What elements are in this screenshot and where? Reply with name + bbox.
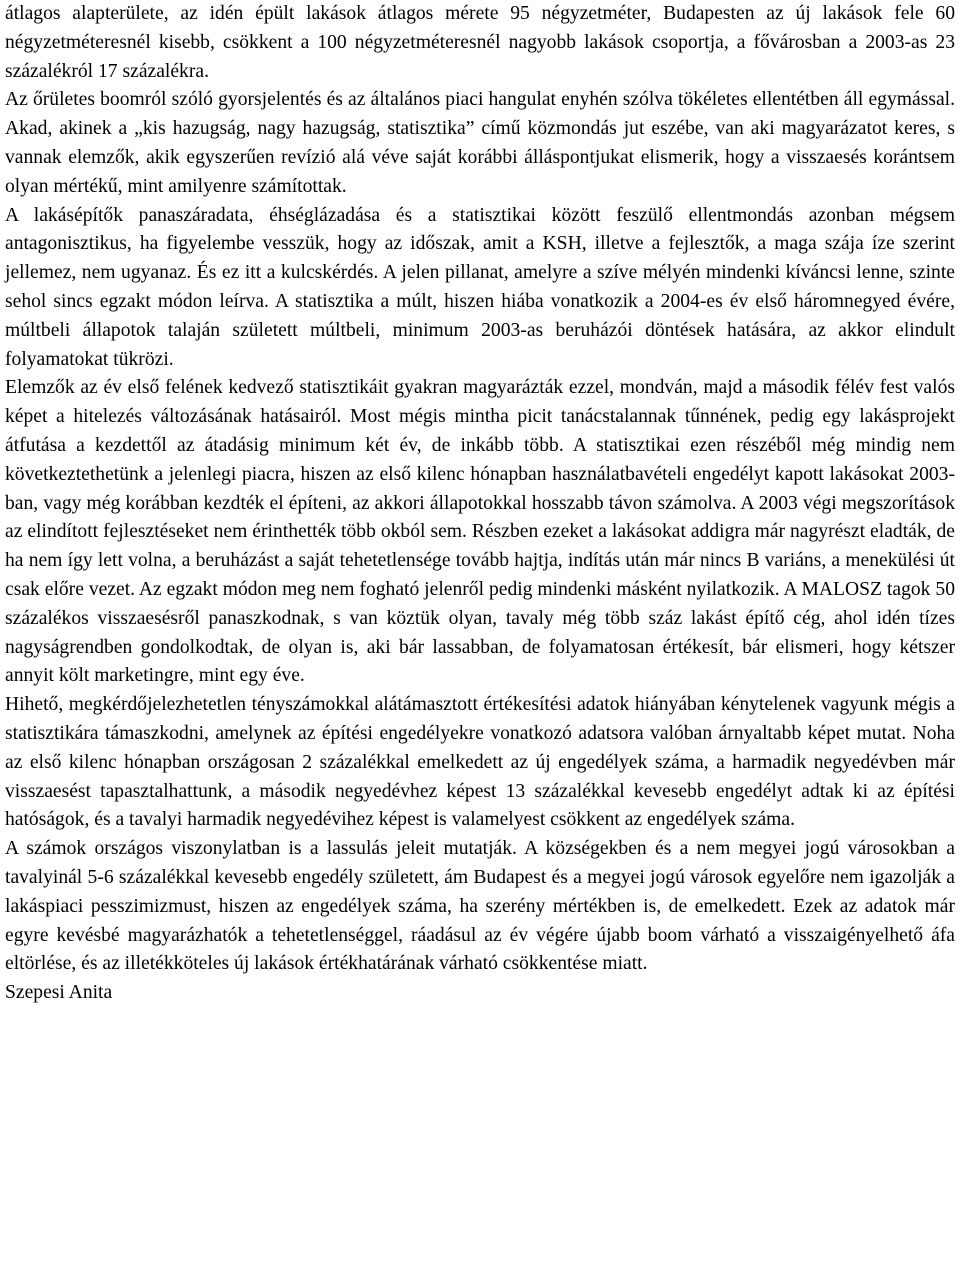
paragraph-2: Az őrületes boomról szóló gyorsjelentés és az általános piaci hangulat enyhén szólva tökéletes ellentétben áll egymással. Akad, akinek a „kis hazugság, nagy hazugság, statisztika” című közmondás jut eszébe, van aki magyarázatot keres, s vannak elemzők, akik egyszerűen revízió alá véve saját korábbi álláspontjukat elismerik, hogy a visszaesés korántsem olyan mértékű, mint amilyenre számítottak. <box>5 89 955 197</box>
paragraph-3: A lakásépítők panaszáradata, éhséglázadása és a statisztikai között feszülő ellentmondás azonban mégsem antagonisztikus, ha figyelembe vesszük, hogy az időszak, amit a KSH, illetve a fejlesztők, a maga szája íze szerint jellemez, nem ugyanaz. És ez itt a kulcskérdés. A jelen pillanat, amelyre a szíve mélyén mindenki kíváncsi lenne, szinte sehol sincs egzakt módon leírva. A statisztika a múlt, hiszen hiába vonatkozik a 2004-es év első háromnegyed évére, múltbeli állapotok talaján született múltbeli, minimum 2003-as beruházói döntések hatására, az akkor elindult folyamatokat tükrözi. <box>5 204 955 370</box>
paragraph-1: átlagos alapterülete, az idén épült lakások átlagos mérete 95 négyzetméter, Budapesten az új lakások fele 60 négyzetméteresnél kisebb, csökkent a 100 négyzetméteresnél nagyobb lakások csoportja, a fővárosban a 2003-as 23 százalékról 17 százalékra. <box>5 3 955 82</box>
paragraph-4: Elemzők az év első felének kedvező statisztikáit gyakran magyarázták ezzel, mondván, majd a második félév fest valós képet a hitelezés változásának hatásairól. Most mégis mintha picit tanácstalannak tűnnének, pedig egy lakásprojekt átfutása a kezdettől az átadásig minimum két év, de inkább több. A statisztikai ezen részéből még mindig nem következtethetünk a jelenlegi piacra, hiszen az első kilenc hónapban használatbavételi engedélyt kapott lakásokat 2003-ban, vagy még korábban kezdték el építeni, az akkori állapotokkal hosszabb távon számolva. A 2003 végi megszorítások az elindított fejlesztéseket nem érinthették több okból sem. Részben ezeket a lakásokat addigra már nagyrészt eladták, de ha nem így lett volna, a beruházást a saját tehetetlensége tovább hajtja, indítás után már nincs B variáns, a menekülési út csak előre vezet. Az egzakt módon meg nem fogható jelenről pedig mindenki másként nyilatkozik. A MALOSZ tagok 50 százalékos visszaesésről panaszkodnak, s van köztük olyan, tavaly még több száz lakást építő cég, ahol idén tízes nagyságrendben gondolkodtak, de olyan is, aki bár lassabban, de folyamatosan értékesít, bár elismeri, hogy kétszer annyit költ marketingre, mint egy éve. <box>5 377 955 687</box>
paragraph-6: A számok országos viszonylatban is a lassulás jeleit mutatják. A községekben és a nem megyei jogú városokban a tavalyinál 5-6 százalékkal kevesebb engedély született, ám Budapest és a megyei jogú városok egyelőre nem igazolják a lakáspiaci pesszimizmust, hiszen az engedélyek száma, ha szerény mértékben is, de emelkedett. Ezek az adatok már egyre kevésbé magyarázhatók a tehetetlenséggel, ráadásul az év végére újabb boom várható a visszaigényelhető áfa eltörlése, és az illetékköteles új lakások értékhatárának várható csökkentése miatt. <box>5 838 955 975</box>
author-signature: Szepesi Anita <box>5 982 113 1004</box>
paragraph-5: Hihető, megkérdőjelezhetetlen tényszámokkal alátámasztott értékesítési adatok hiányában kénytelenek vagyunk mégis a statisztikára támaszkodni, amelynek az építési engedélyekre vonatkozó adatsora valóban árnyaltabb képet mutat. Noha az első kilenc hónapban országosan 2 százalékkal emelkedett az új engedélyek száma, a harmadik negyedévben már visszaesést tapasztalhattunk, a második negyedévhez képest 13 százalékkal kevesebb engedélyt adtak ki az építési hatóságok, és a tavalyi harmadik negyedévihez képest is valamelyest csökkent az engedélyek száma. <box>5 694 955 831</box>
